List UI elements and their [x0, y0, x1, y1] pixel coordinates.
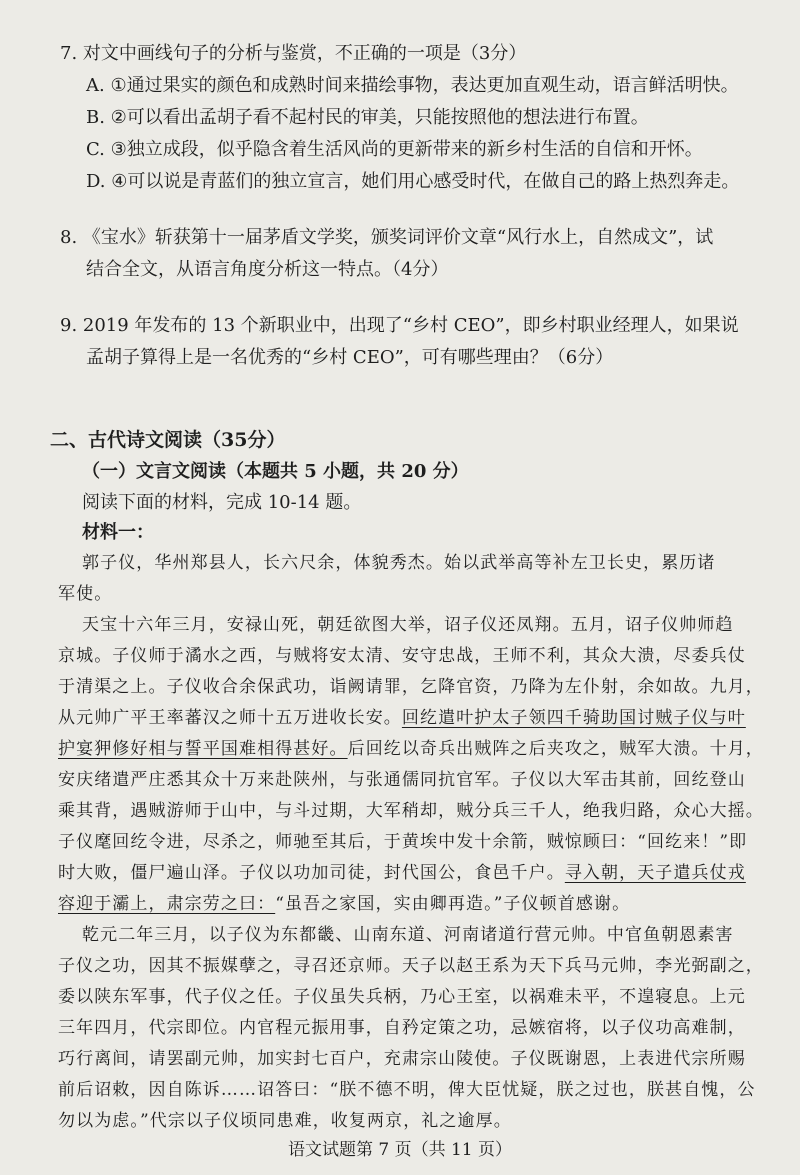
- passage-line: 子仪麾回纥令进，尽杀之，师驰至其后，于黄埃中发十余箭，贼惊顾曰：“回纥来！”即: [58, 832, 748, 852]
- passage-line: 勿以为虑。”代宗以子仪顷同患难，收复两京，礼之逾厚。: [58, 1111, 512, 1131]
- passage-line: 京城。子仪师于潏水之西，与贼将安太清、安守忠战，王师不利，其众大溃，尽委兵仗: [58, 646, 746, 666]
- passage-line: 军使。: [58, 584, 113, 604]
- instruction: 阅读下面的材料，完成 10-14 题。: [82, 492, 362, 513]
- passage-line: 于清渠之上。子仪收合余保武功，诣阙请罪，乞降官资，乃降为左仆射，余如故。九月，: [58, 677, 764, 697]
- passage-line: [58, 861, 746, 885]
- underlined-sentence: 容迎于灞上，肃宗劳之曰：: [58, 894, 276, 914]
- subsection-title: （一）文言文阅读（本题共 5 小题，共 20 分）: [82, 461, 469, 482]
- passage-line: 乾元二年三月，以子仪为东都畿、山南东道、河南诸道行营元帅。中官鱼朝恩素害: [82, 925, 734, 945]
- q7-option-a: A. ①通过果实的颜色和成熟时间来描绘事物，表达更加直观生动，语言鲜活明快。: [86, 75, 739, 96]
- underlined-sentence: 回纥遣叶护太子领四千骑助国讨贼子仪与叶: [401, 708, 746, 728]
- q7-option-c: C. ③独立成段，似乎隐含着生活风尚的更新带来的新乡村生活的自信和开怀。: [86, 139, 703, 160]
- passage-text: 后回纥以奇兵出贼阵之后夹攻之，贼军大溃。十月，: [347, 739, 764, 759]
- passage-line: 天宝十六年三月，安禄山死，朝廷欲图大举，诏子仪还凤翔。五月，诏子仪帅师趋: [82, 615, 734, 635]
- passage-line: 巧行离间，请罢副元帅，加实封七百户，充肃宗山陵使。子仪既谢恩，上表进代宗所赐: [58, 1049, 746, 1069]
- q7-option-d: D. ④可以说是青蓝们的独立宣言，她们用心感受时代，在做自己的路上热烈奔走。: [86, 171, 740, 192]
- passage-text: “虽吾之家国，实由卿再造。”子仪顿首感谢。: [275, 894, 631, 914]
- passage-text: 从元帅广平王率蕃汉之师十五万进收长安。: [58, 708, 402, 728]
- passage-line: 郭子仪，华州郑县人，长六尺余，体貌秀杰。始以武举高等补左卫长史，累历诸: [82, 553, 716, 573]
- q8-line1: 8. 《宝水》斩获第十一届茅盾文学奖，颁奖词评价文章“风行水上，自然成文”，试: [60, 227, 714, 248]
- passage-text: 时大败，僵尸遍山泽。子仪以功加司徒，封代国公，食邑千户。: [58, 863, 565, 883]
- passage-line: 子仪之功，因其不振媒孽之，寻召还京师。天子以赵王系为天下兵马元帅，李光弼副之，: [58, 956, 764, 976]
- passage-line: 三年四月，代宗即位。内官程元振用事，自矜定策之功，忌嫉宿将，以子仪功高难制，: [58, 1018, 746, 1038]
- material-label: 材料一：: [82, 522, 154, 543]
- passage-line: 委以陕东军事，代子仪之任。子仪虽失兵柄，乃心王室，以祸难未平，不遑寝息。上元: [58, 987, 746, 1007]
- q7-option-b: B. ②可以看出孟胡子看不起村民的审美，只能按照他的想法进行布置。: [86, 107, 649, 128]
- q8-line2: 结合全文，从语言角度分析这一特点。（4分）: [86, 259, 449, 280]
- passage-line: 乘其背，遇贼游师于山中，与斗过期，大军稍却，贼分兵三千人，绝我归路，众心大摇。: [58, 801, 764, 821]
- q9-line2: 孟胡子算得上是一名优秀的“乡村 CEO”，可有哪些理由？（6分）: [86, 347, 614, 368]
- passage-line: [58, 737, 764, 761]
- section-title: 二、古代诗文阅读（35分）: [50, 429, 286, 451]
- underlined-sentence: 寻入朝，天子遣兵仗戎: [564, 863, 746, 883]
- passage-line: [58, 892, 630, 916]
- page-footer: 语文试题第 7 页（共 11 页）: [287, 1140, 513, 1160]
- passage-line: [58, 706, 746, 730]
- q7-stem: 7. 对文中画线句子的分析与鉴赏，不正确的一项是（3分）: [60, 43, 527, 64]
- q9-line1: 9. 2019 年发布的 13 个新职业中，出现了“乡村 CEO”，即乡村职业经理人，如果说: [60, 315, 739, 336]
- passage-line: 前后诏敕，因自陈诉……诏答曰：“朕不德不明，俾大臣忧疑，朕之过也，朕甚自愧，公: [58, 1080, 756, 1100]
- passage-line: 安庆绪遣严庄悉其众十万来赴陕州，与张通儒同抗官军。子仪以大军击其前，回纥登山: [58, 770, 746, 790]
- underlined-sentence: 护宴狎修好相与誓平国难相得甚好。: [58, 739, 348, 759]
